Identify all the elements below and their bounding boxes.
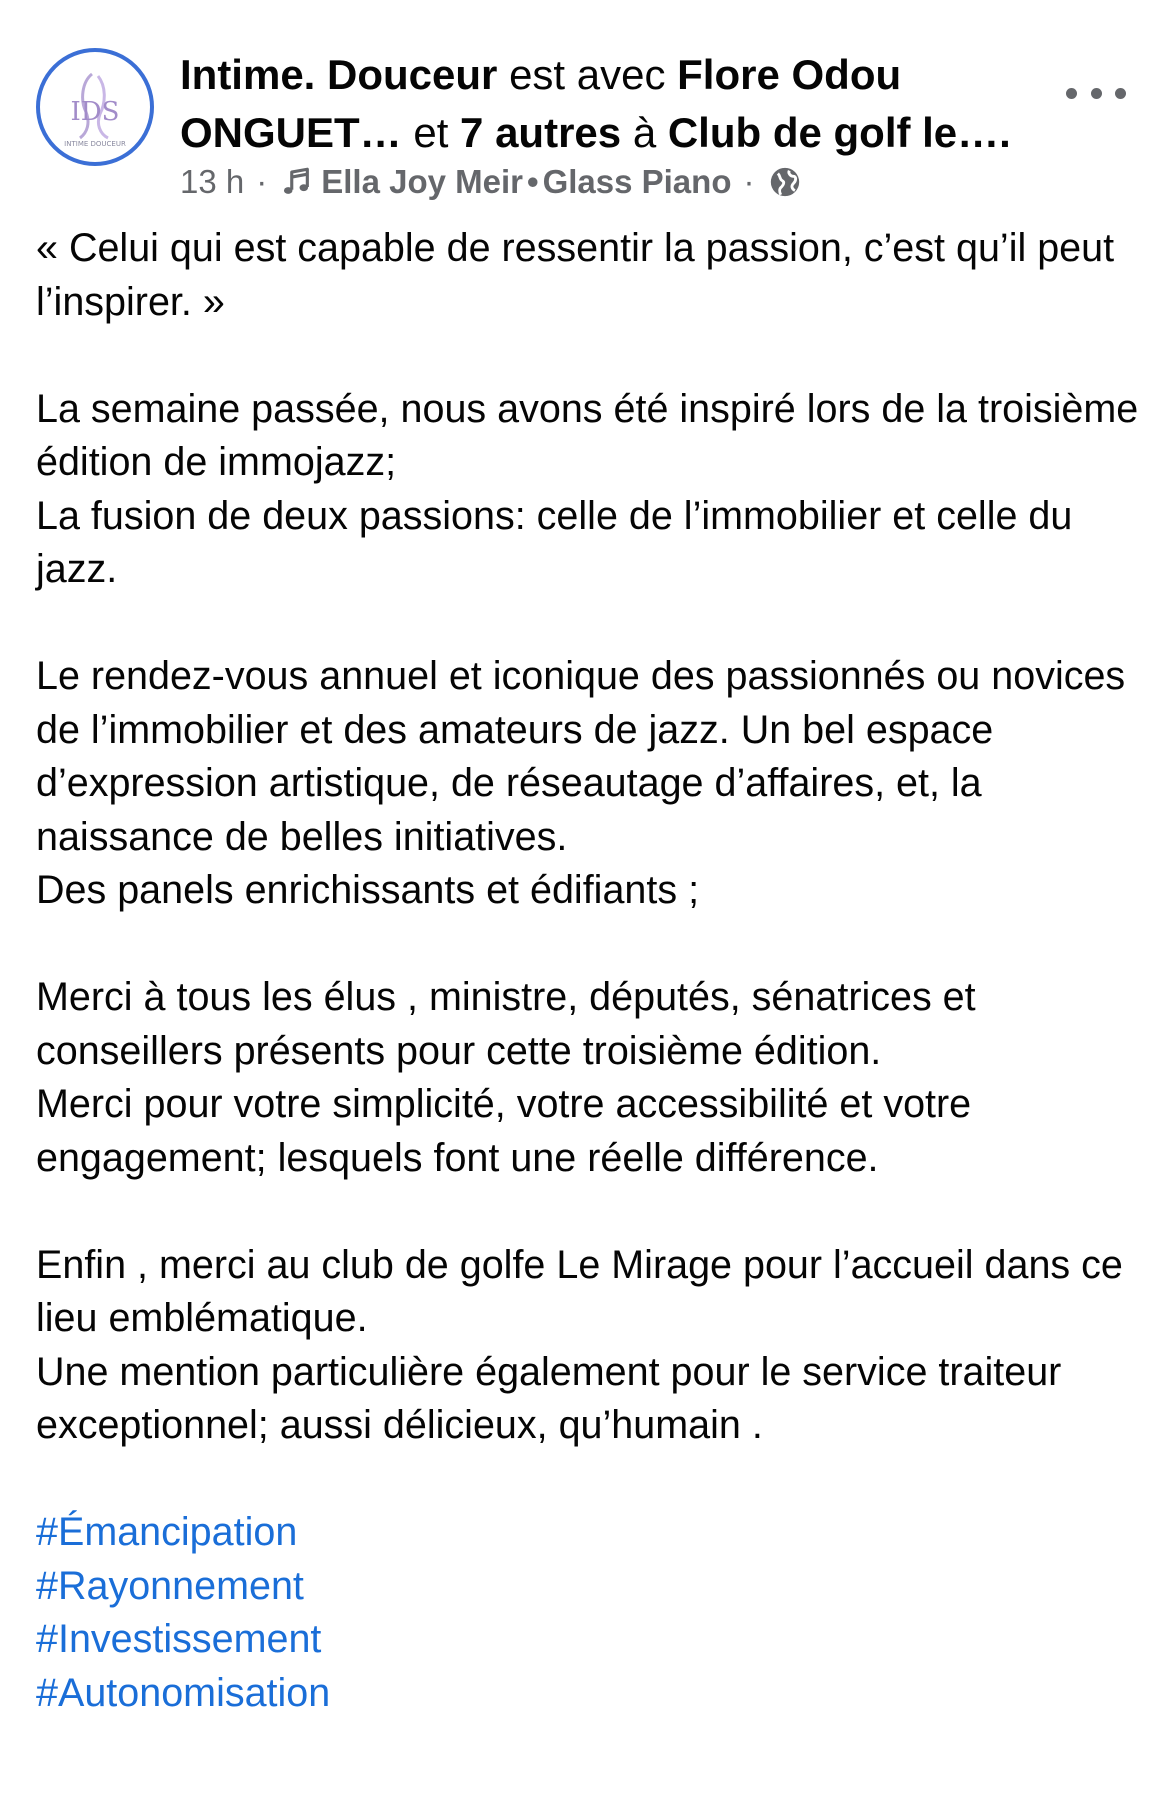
post-paragraph: La semaine passée, nous avons été inspiré lors de la troisième édition de immojazz; La fusion de deux passions: celle de l’immobilier et celle du jazz. <box>36 386 1139 591</box>
post-paragraph: Le rendez-vous annuel et iconique des passionnés ou novices de l’immobilier et des amateurs de jazz. Un bel espace d’expression artistique, de réseautage d’affaires, et, la naissance de belles initiatives. Des panels enrichissants et édifiants ; <box>36 654 1126 912</box>
page-name-link[interactable]: Intime. Douceur <box>180 51 498 98</box>
meta-separator: · <box>256 163 268 200</box>
post-body <box>36 222 1146 1720</box>
hashtag-link[interactable]: #Rayonnement <box>36 1563 304 1608</box>
at-text: à <box>632 109 657 156</box>
avatar[interactable] <box>36 48 154 166</box>
hashtag-link[interactable]: #Investissement <box>36 1617 322 1661</box>
music-song-link[interactable]: Glass Piano <box>542 163 732 200</box>
paragraph-gap <box>36 918 1146 972</box>
paragraph-gap <box>36 597 1146 651</box>
paragraph-gap <box>36 329 1146 383</box>
more-dot-icon <box>1091 88 1102 99</box>
hashtag-list <box>36 1506 1146 1720</box>
with-text: est avec <box>509 51 666 98</box>
and-text: et <box>413 109 449 156</box>
more-dot-icon <box>1066 88 1077 99</box>
post-header <box>36 42 1136 212</box>
post-time[interactable]: 13 h <box>180 163 245 200</box>
hashtag-link[interactable]: #Autonomisation <box>36 1670 331 1715</box>
hashtag-link[interactable]: #Émancipation <box>36 1510 298 1554</box>
music-artist-link[interactable]: Ella Joy Meir <box>321 163 523 200</box>
avatar-initials: IDS <box>70 97 120 127</box>
avatar-caption: INTIME DOUCEUR <box>64 140 126 148</box>
more-options-button[interactable] <box>1066 78 1126 108</box>
post-paragraph: « Celui qui est capable de ressentir la passion, c’est qu’il peut l’inspirer. » <box>36 226 1126 324</box>
music-note-icon <box>279 165 313 199</box>
location-link[interactable]: Club de golf le…. <box>667 109 1011 156</box>
globe-icon[interactable] <box>768 165 802 199</box>
post-paragraph: Merci à tous les élus , ministre, députés, sénatrices et conseillers présents pour cette troisième édition. Merci pour votre simplicité, votre accessibilité et votre engagement; lesquels font une réelle différence. <box>36 975 976 1180</box>
meta-separator: · <box>743 163 755 200</box>
post-meta <box>180 160 802 204</box>
more-dot-icon <box>1115 88 1126 99</box>
author-line <box>180 46 1060 162</box>
music-separator: • <box>527 163 539 200</box>
post-paragraph: Enfin , merci au club de golfe Le Mirage pour l’accueil dans ce lieu emblématique. Une mention particulière également pour le service traiteur exceptionnel; aussi délicieux, qu’humain . <box>36 1242 1123 1447</box>
page-logo-icon <box>40 52 150 162</box>
paragraph-gap <box>36 1185 1146 1239</box>
others-link[interactable]: 7 autres <box>460 109 622 156</box>
tagged-person-link[interactable]: Flore Odou ONGUET… <box>180 51 902 156</box>
